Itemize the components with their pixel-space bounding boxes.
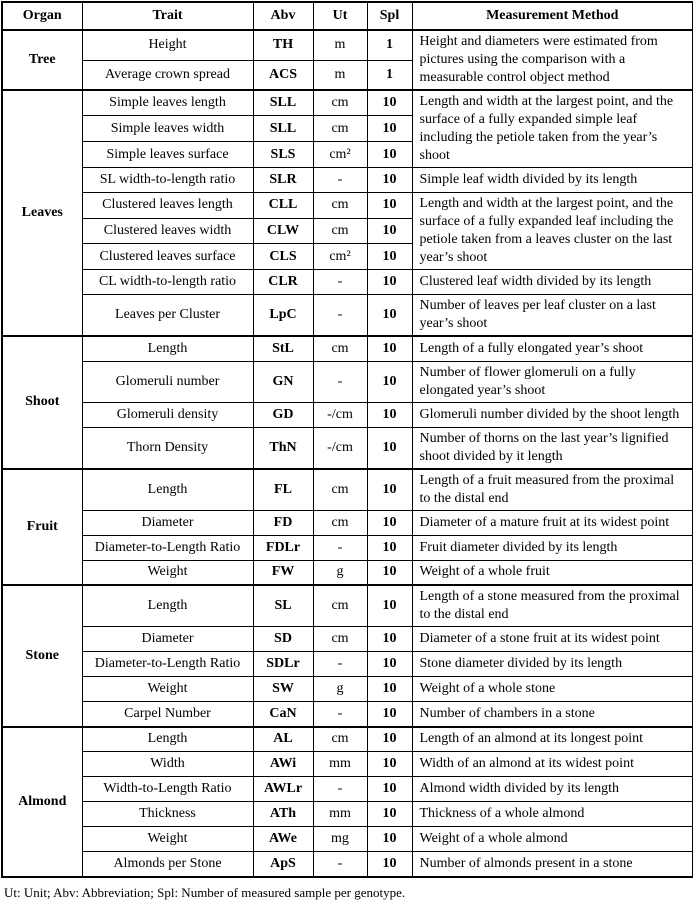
method-cell: Simple leaf width divided by its length [412,168,693,193]
method-cell: Number of flower glomeruli on a fully elongated year’s shoot [412,361,693,402]
spl-cell: 10 [367,802,412,827]
ut-cell: - [313,295,367,337]
spl-cell: 10 [367,295,412,337]
abv-cell: AL [253,727,313,752]
ut-cell: cm [313,116,367,142]
abv-cell: SD [253,627,313,652]
trait-cell: Carpel Number [82,702,253,727]
header-cell-abv: Abv [253,2,313,30]
ut-cell: cm² [313,142,367,168]
ut-cell: cm [313,510,367,535]
abv-cell: AWi [253,752,313,777]
abv-cell: FD [253,510,313,535]
method-cell: Diameter of a stone fruit at its widest point [412,627,693,652]
trait-cell: Thickness [82,802,253,827]
spl-cell: 10 [367,168,412,193]
method-cell: Length and width at the largest point, and the surface of a fully expanded leaf including the petiole taken from a leaves cluster on the last year’s shoot [412,193,693,270]
trait-cell: Width [82,752,253,777]
spl-cell: 10 [367,627,412,652]
spl-cell: 10 [367,585,412,627]
abv-cell: ATh [253,802,313,827]
method-cell: Weight of a whole stone [412,677,693,702]
method-cell: Number of chambers in a stone [412,702,693,727]
table-row [2,627,693,652]
abv-cell: CLL [253,193,313,219]
table-row [2,168,693,193]
spl-cell: 10 [367,727,412,752]
abv-cell: TH [253,30,313,60]
ut-cell: cm [313,336,367,361]
method-cell: Width of an almond at its widest point [412,752,693,777]
method-cell: Stone diameter divided by its length [412,652,693,677]
abv-cell: FW [253,560,313,585]
trait-cell: Weight [82,560,253,585]
abv-cell: ApS [253,852,313,877]
spl-cell: 10 [367,702,412,727]
table-body [2,30,693,877]
table-row [2,802,693,827]
abv-cell: SLR [253,168,313,193]
ut-cell: - [313,652,367,677]
trait-cell: CL width-to-length ratio [82,270,253,295]
ut-cell: mm [313,752,367,777]
method-cell: Length of a fruit measured from the proximal to the distal end [412,469,693,511]
ut-cell: - [313,852,367,877]
spl-cell: 10 [367,652,412,677]
ut-cell: - [313,361,367,402]
ut-cell: cm [313,627,367,652]
abv-cell: SDLr [253,652,313,677]
trait-cell: Simple leaves length [82,90,253,116]
trait-cell: Clustered leaves width [82,218,253,244]
ut-cell: g [313,677,367,702]
abv-cell: SW [253,677,313,702]
spl-cell: 1 [367,30,412,60]
spl-cell: 10 [367,361,412,402]
trait-cell: Diameter [82,627,253,652]
ut-cell: -/cm [313,402,367,427]
table-row [2,510,693,535]
trait-cell: Height [82,30,253,60]
table-row [2,402,693,427]
table-row [2,852,693,877]
trait-cell: Diameter-to-Length Ratio [82,535,253,560]
ut-cell: - [313,777,367,802]
traits-table [1,1,693,878]
abv-cell: AWLr [253,777,313,802]
table-row [2,585,693,627]
method-cell: Glomeruli number divided by the shoot length [412,402,693,427]
spl-cell: 10 [367,777,412,802]
spl-cell: 10 [367,116,412,142]
trait-cell: Thorn Density [82,427,253,469]
table-row [2,535,693,560]
header-cell-trait: Trait [82,2,253,30]
method-cell: Number of almonds present in a stone [412,852,693,877]
method-cell: Length of a fully elongated year’s shoot [412,336,693,361]
spl-cell: 10 [367,270,412,295]
organ-cell-tree: Tree [2,30,82,90]
spl-cell: 10 [367,218,412,244]
trait-cell: Weight [82,677,253,702]
abv-cell: AWe [253,827,313,852]
organ-cell-stone: Stone [2,585,82,727]
spl-cell: 10 [367,677,412,702]
abv-cell: FL [253,469,313,511]
method-cell: Length of an almond at its longest point [412,727,693,752]
ut-cell: cm [313,218,367,244]
table-row [2,677,693,702]
organ-cell-shoot: Shoot [2,336,82,469]
abv-cell: SL [253,585,313,627]
trait-cell: Glomeruli density [82,402,253,427]
ut-cell: - [313,168,367,193]
spl-cell: 10 [367,90,412,116]
spl-cell: 10 [367,469,412,511]
spl-cell: 10 [367,244,412,270]
spl-cell: 10 [367,535,412,560]
trait-cell: Clustered leaves surface [82,244,253,270]
ut-cell: -/cm [313,427,367,469]
spl-cell: 10 [367,402,412,427]
ut-cell: g [313,560,367,585]
trait-cell: Weight [82,827,253,852]
ut-cell: - [313,702,367,727]
abv-cell: GD [253,402,313,427]
table-row [2,361,693,402]
trait-cell: Almonds per Stone [82,852,253,877]
table-row [2,90,693,116]
method-cell: Diameter of a mature fruit at its widest point [412,510,693,535]
organ-cell-almond: Almond [2,727,82,877]
ut-cell: mg [313,827,367,852]
header-cell-spl: Spl [367,2,412,30]
spl-cell: 10 [367,510,412,535]
method-cell: Weight of a whole almond [412,827,693,852]
trait-cell: Width-to-Length Ratio [82,777,253,802]
abv-cell: GN [253,361,313,402]
table-row [2,777,693,802]
method-cell: Clustered leaf width divided by its length [412,270,693,295]
trait-cell: Length [82,585,253,627]
method-cell: Height and diameters were estimated from pictures using the comparison with a measurable control object method [412,30,693,90]
abv-cell: FDLr [253,535,313,560]
ut-cell: - [313,270,367,295]
spl-cell: 10 [367,827,412,852]
ut-cell: m [313,60,367,90]
method-cell: Almond width divided by its length [412,777,693,802]
ut-cell: mm [313,802,367,827]
trait-cell: Length [82,336,253,361]
table-row [2,193,693,219]
ut-cell: cm [313,469,367,511]
ut-cell: m [313,30,367,60]
spl-cell: 10 [367,193,412,219]
table-row [2,652,693,677]
ut-cell: cm² [313,244,367,270]
abv-cell: SLL [253,90,313,116]
header-row [2,2,693,30]
ut-cell: - [313,535,367,560]
table-row [2,30,693,60]
table-row [2,560,693,585]
abv-cell: CLR [253,270,313,295]
table-row [2,469,693,511]
abv-cell: CLW [253,218,313,244]
method-cell: Thickness of a whole almond [412,802,693,827]
trait-cell: SL width-to-length ratio [82,168,253,193]
table-header [2,2,693,30]
trait-cell: Clustered leaves length [82,193,253,219]
spl-cell: 10 [367,560,412,585]
table-row [2,752,693,777]
method-cell: Length of a stone measured from the proximal to the distal end [412,585,693,627]
trait-cell: Length [82,727,253,752]
abv-cell: ACS [253,60,313,90]
organ-cell-leaves: Leaves [2,90,82,336]
trait-cell: Average crown spread [82,60,253,90]
ut-cell: cm [313,90,367,116]
ut-cell: cm [313,193,367,219]
trait-cell: Simple leaves surface [82,142,253,168]
ut-cell: cm [313,585,367,627]
spl-cell: 10 [367,427,412,469]
ut-cell: cm [313,727,367,752]
abv-cell: CaN [253,702,313,727]
spl-cell: 10 [367,336,412,361]
header-cell-organ: Organ [2,2,82,30]
method-cell: Length and width at the largest point, and the surface of a fully expanded simple leaf including the petiole taken from the year’s shoot [412,90,693,168]
method-cell: Fruit diameter divided by its length [412,535,693,560]
abv-cell: LpC [253,295,313,337]
table-row [2,295,693,337]
footnote: Ut: Unit; Abv: Abbreviation; Spl: Number of measured sample per genotype. [4,884,406,900]
trait-cell: Length [82,469,253,511]
trait-cell: Leaves per Cluster [82,295,253,337]
abv-cell: SLS [253,142,313,168]
method-cell: Weight of a whole fruit [412,560,693,585]
trait-cell: Glomeruli number [82,361,253,402]
organ-cell-fruit: Fruit [2,469,82,586]
trait-cell: Diameter [82,510,253,535]
abv-cell: StL [253,336,313,361]
abv-cell: ThN [253,427,313,469]
spl-cell: 10 [367,752,412,777]
table-row [2,270,693,295]
table-row [2,827,693,852]
table-row [2,702,693,727]
trait-cell: Simple leaves width [82,116,253,142]
table-row [2,727,693,752]
spl-cell: 10 [367,852,412,877]
header-cell-measurement-method: Measurement Method [412,2,693,30]
abv-cell: SLL [253,116,313,142]
spl-cell: 10 [367,142,412,168]
trait-cell: Diameter-to-Length Ratio [82,652,253,677]
abv-cell: CLS [253,244,313,270]
method-cell: Number of leaves per leaf cluster on a last year’s shoot [412,295,693,337]
spl-cell: 1 [367,60,412,90]
method-cell: Number of thorns on the last year’s lignified shoot divided by it length [412,427,693,469]
header-cell-ut: Ut [313,2,367,30]
table-row [2,336,693,361]
table-row [2,427,693,469]
